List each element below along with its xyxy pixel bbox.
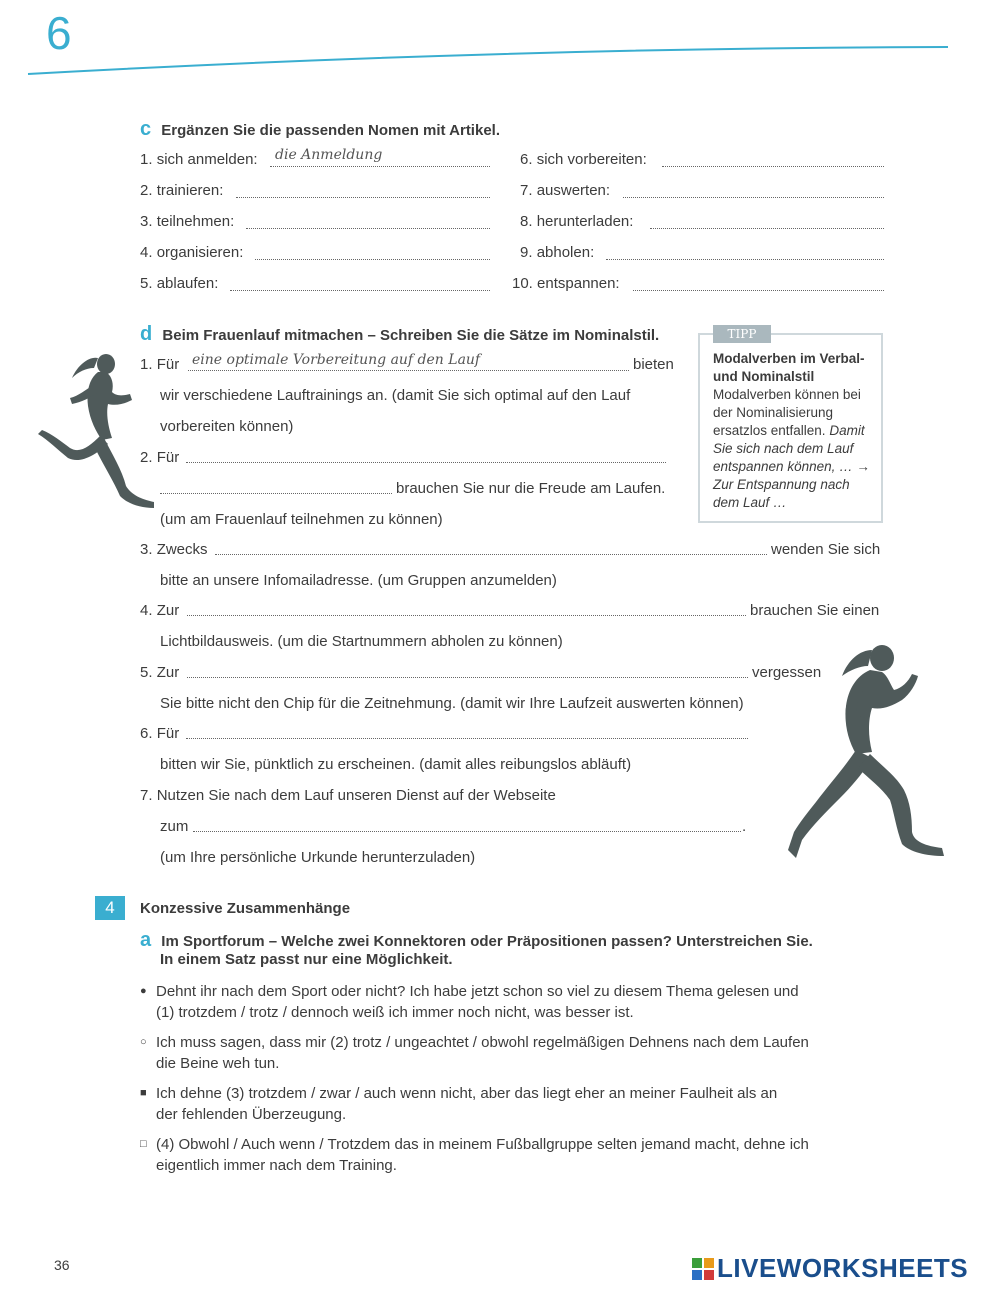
- exercise-c-item-3: 3. teilnehmen:: [140, 213, 235, 230]
- sentence-text: vergessen: [752, 664, 822, 681]
- section-title: Im Sportforum – Welche zwei Konnektoren oder Präpositionen passen? Unterstreichen Sie.: [161, 933, 813, 950]
- brand-name: LIVEWORKSHEETS: [717, 1253, 969, 1283]
- exercise-c-item-6: 6. sich vorbereiten:: [520, 151, 647, 168]
- answer-line[interactable]: [215, 554, 767, 555]
- forum-post-2: ○ Ich muss sagen, dass mir (2) trotz / ungeachtet / obwohl regelmäßigen Dehnens nach dem Laufen die Beine weh tun.: [140, 1034, 809, 1072]
- forum-post-4: □ (4) Obwohl / Auch wenn / Trotzdem das in meinem Fußballgruppe selten jemand macht, dehne ich eigentlich immer nach dem Training.: [140, 1136, 809, 1174]
- sentence-text: zum: [160, 818, 189, 835]
- sentence-text: wenden Sie sich: [771, 541, 881, 558]
- exercise-c-item-10: 10. entspannen:: [512, 275, 620, 292]
- answer-line[interactable]: [187, 615, 746, 616]
- exercise-d-item-7: 7. Nutzen Sie nach dem Lauf unseren Dienst auf der Webseite: [140, 787, 556, 804]
- bullet-marker: ○: [140, 1036, 147, 1048]
- exercise-c-item-1: 1. sich anmelden:: [140, 151, 258, 168]
- exercise-c-item-9: 9. abholen:: [520, 244, 595, 261]
- exercise-d-item-2: 2. Für: [140, 449, 180, 466]
- tipp-example: Damit Sie sich nach dem Lauf entspannen können, … → Zur Entspannung nach dem Lauf …: [713, 423, 870, 510]
- answer-line[interactable]: [236, 197, 490, 198]
- section-letter: c: [140, 118, 152, 140]
- answer-line[interactable]: [246, 228, 490, 229]
- sentence-text: bitte an unsere Infomailadresse. (um Gruppen anzumelden): [160, 572, 557, 589]
- section-subtitle: In einem Satz passt nur eine Möglichkeit.: [160, 951, 453, 968]
- sentence-text: vorbereiten können): [160, 418, 294, 435]
- answer-line[interactable]: [633, 290, 884, 291]
- exercise-c-item-5: 5. ablaufen:: [140, 275, 219, 292]
- sentence-text: brauchen Sie einen: [750, 602, 880, 619]
- connector-options[interactable]: Obwohl / Auch wenn / Trotzdem: [178, 1136, 391, 1153]
- exercise-d-item-5: 5. Zur: [140, 664, 180, 681]
- tipp-body: Modalverben können bei der Nominalisierung ersatzlos entfallen.: [713, 387, 861, 438]
- answer-line[interactable]: [186, 462, 666, 463]
- runner-silhouette-icon: [32, 350, 160, 512]
- liveworksheets-logo-icon: [692, 1258, 714, 1280]
- section-letter: d: [140, 323, 153, 345]
- brand-logo: [692, 1253, 968, 1284]
- section-c-heading: [140, 118, 500, 141]
- exercise-title: Konzessive Zusammenhänge: [140, 900, 351, 917]
- exercise-d-item-4: 4. Zur: [140, 602, 180, 619]
- answer-line[interactable]: [186, 738, 748, 739]
- answer-c-1[interactable]: die Anmeldung: [275, 147, 383, 163]
- section-letter: a: [140, 929, 152, 951]
- chapter-number: 6: [46, 7, 72, 59]
- bullet-marker: ■: [140, 1087, 147, 1099]
- exercise-c-item-7: 7. auswerten:: [520, 182, 611, 199]
- tipp-title: Modalverben im Verbal- und Nominalstil: [713, 351, 865, 384]
- tipp-label: TIPP: [713, 325, 771, 343]
- connector-options[interactable]: trotzdem / zwar / auch wenn: [248, 1085, 437, 1102]
- answer-line[interactable]: [187, 677, 748, 678]
- sentence-text: brauchen Sie nur die Freude am Laufen.: [396, 480, 666, 497]
- sentence-text: .: [742, 818, 747, 835]
- answer-d-1[interactable]: eine optimale Vorbereitung auf den Lauf: [192, 352, 481, 368]
- forum-post-3: ■ Ich dehne (3) trotzdem / zwar / auch wenn nicht, aber das liegt eher an meiner Faulheit als an der fehlenden Überzeugung.: [140, 1085, 778, 1123]
- sentence-text: Lichtbildausweis. (um die Startnummern abholen zu können): [160, 633, 563, 650]
- answer-line[interactable]: [623, 197, 884, 198]
- section-title: Ergänzen Sie die passenden Nomen mit Artikel.: [161, 122, 500, 139]
- exercise-c-item-4: 4. organisieren:: [140, 244, 244, 261]
- answer-line[interactable]: [255, 259, 490, 260]
- sentence-text: (um Ihre persönliche Urkunde herunterzuladen): [160, 849, 476, 866]
- exercise-d-item-1: 1. Für: [140, 356, 180, 373]
- page-number: 36: [54, 1257, 70, 1273]
- sentence-text: (um am Frauenlauf teilnehmen zu können): [160, 511, 443, 528]
- sentence-text: Sie bitte nicht den Chip für die Zeitnehmung. (damit wir Ihre Laufzeit auswerten können): [160, 695, 744, 712]
- answer-line[interactable]: [650, 228, 884, 229]
- exercise-d-item-6: 6. Für: [140, 725, 180, 742]
- tipp-content: [713, 350, 878, 512]
- bullet-marker: □: [140, 1138, 147, 1150]
- answer-line[interactable]: [188, 370, 629, 371]
- exercise-4a-heading: [140, 929, 813, 952]
- runner-silhouette-icon: [786, 640, 950, 862]
- answer-line[interactable]: [270, 166, 490, 167]
- exercise-d-item-3: 3. Zwecks: [140, 541, 208, 558]
- connector-options[interactable]: trotzdem / trotz / dennoch: [178, 1004, 349, 1021]
- answer-line[interactable]: [230, 290, 490, 291]
- connector-options[interactable]: trotz / ungeachtet / obwohl: [352, 1034, 529, 1051]
- sentence-text: bieten: [633, 356, 674, 373]
- header-rule: [0, 0, 1000, 80]
- forum-post-1: ● Dehnt ihr nach dem Sport oder nicht? Ich habe jetzt schon so viel zu diesem Thema gelesen und (1) trotzdem / trotz / dennoch weiß ich immer noch nicht, was besser ist.: [140, 983, 799, 1021]
- answer-line[interactable]: [606, 259, 884, 260]
- sentence-text: bitten wir Sie, pünktlich zu erscheinen. (damit alles reibungslos abläuft): [160, 756, 632, 773]
- section-d-heading: [140, 323, 659, 346]
- exercise-c-item-8: 8. herunterladen:: [520, 213, 634, 230]
- sentence-text: wir verschiedene Lauftrainings an. (damit Sie sich optimal auf den Lauf: [160, 387, 631, 404]
- answer-line[interactable]: [160, 493, 392, 494]
- answer-line[interactable]: [662, 166, 884, 167]
- answer-line[interactable]: [193, 831, 741, 832]
- section-title: Beim Frauenlauf mitmachen – Schreiben Sie die Sätze im Nominalstil.: [162, 327, 660, 344]
- exercise-number-badge: 4: [95, 896, 125, 920]
- exercise-c-item-2: 2. trainieren:: [140, 182, 224, 199]
- bullet-marker: ●: [140, 985, 147, 997]
